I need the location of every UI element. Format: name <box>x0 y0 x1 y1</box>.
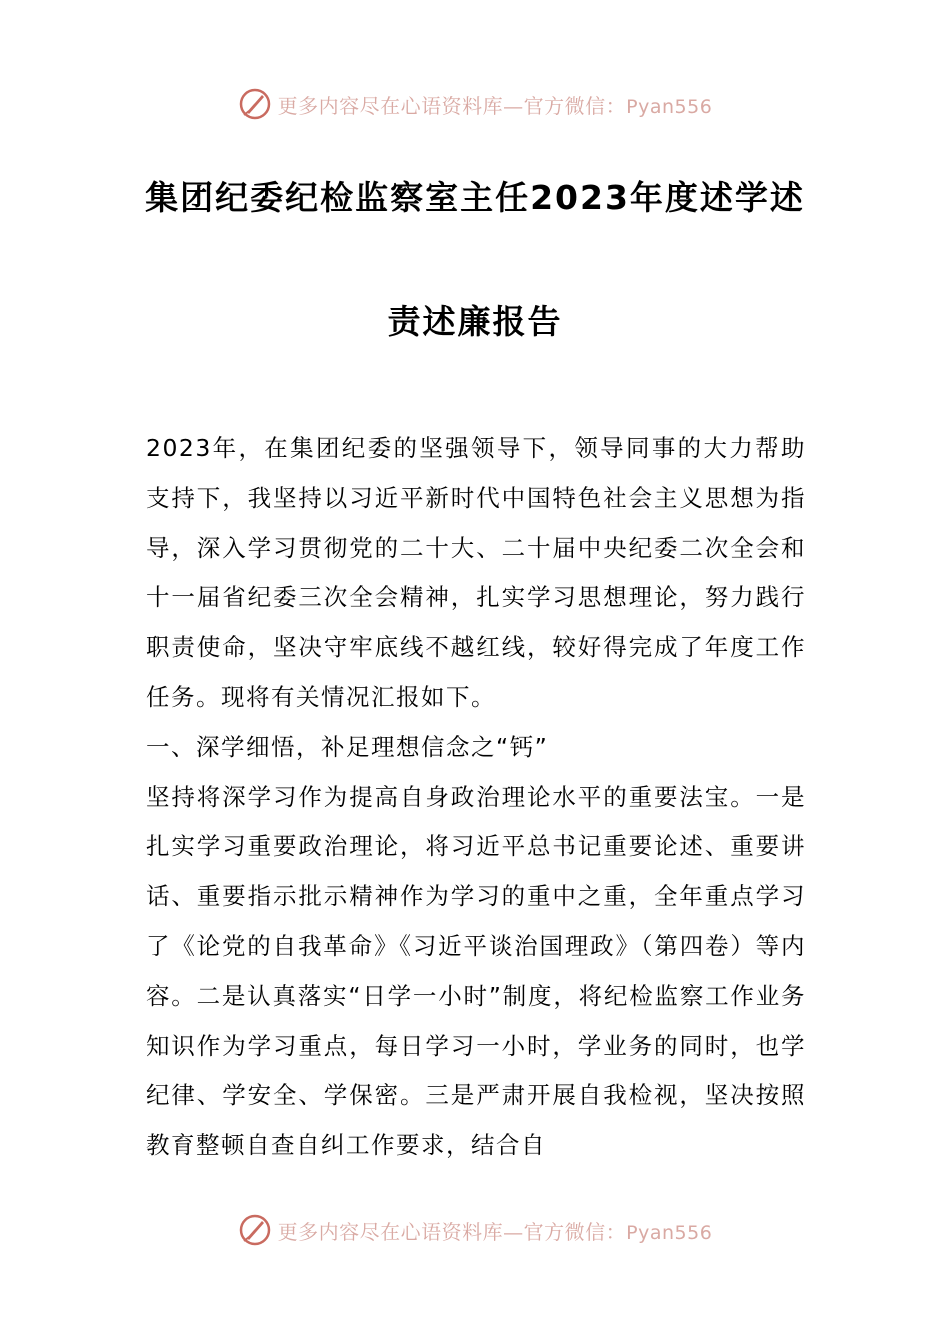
section-heading-1: 一、深学细悟，补足理想信念之“钙” <box>146 732 549 761</box>
watermark-text: 更多内容尽在心语资料库—官方微信：Pyan556 <box>277 1219 713 1244</box>
quill-logo-icon <box>238 87 272 121</box>
wechat-id: Pyan556 <box>626 95 713 118</box>
document-title-line2: 责述廉报告 <box>387 302 563 341</box>
header-watermark <box>0 82 950 126</box>
paragraph-section-1: 坚持将深学习作为提高自身政治理论水平的重要法宝。一是扎实学习重要政治理论，将习近平总书记重要论述、重要讲话、重要指示批示精神作为学习的重中之重，全年重点学习了《论党的自我革命》《习近平谈治国理政》（第四卷）等内容。二是认真落实“日学一小时”制度，将纪检监察工作业务知识作为学习重点，每日学习一小时，学业务的同时，也学纪律、学安全、学保密。三是严肃开展自我检视，坚决按照教育整顿自查自纠工作要求，结合自 <box>146 782 806 1160</box>
wechat-id: Pyan556 <box>626 1221 713 1244</box>
quill-logo-icon <box>238 1213 272 1247</box>
document-body <box>146 424 806 1171</box>
footer-watermark <box>0 1208 950 1252</box>
document-title-line1: 集团纪委纪检监察室主任2023年度述学述 <box>145 178 805 217</box>
watermark-text: 更多内容尽在心语资料库—官方微信：Pyan556 <box>277 93 713 118</box>
paragraph-intro: 2023年，在集团纪委的坚强领导下，领导同事的大力帮助支持下，我坚持以习近平新时代中国特色社会主义思想为指导，深入学习贯彻党的二十大、二十届中央纪委二次全会和十一届省纪委三次全会精神，扎实学习思想理论，努力践行职责使命，坚决守牢底线不越红线，较好得完成了年度工作任务。现将有关情况汇报如下。 <box>146 434 806 711</box>
